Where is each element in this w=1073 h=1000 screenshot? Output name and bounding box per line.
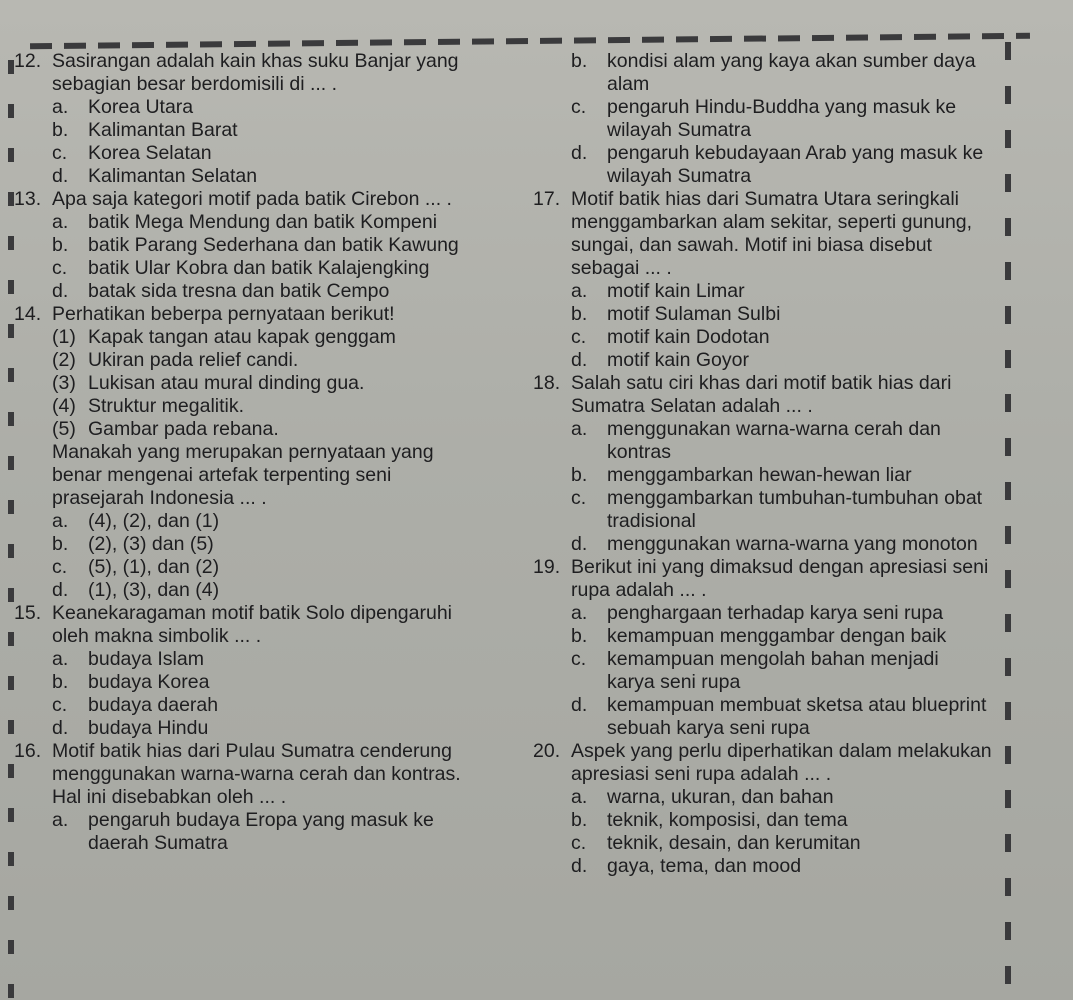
option-text: kemampuan menggambar dengan baik: [607, 625, 947, 647]
question-text: sebagai ... .: [571, 257, 672, 279]
question-number: 12.: [14, 50, 42, 72]
option-text: kontras: [607, 441, 671, 463]
question-number: [14, 625, 52, 648]
option-label: b.: [52, 533, 69, 555]
option-text: (5), (1), dan (2): [88, 556, 220, 578]
option-label: [571, 671, 607, 694]
statement-item: [14, 349, 534, 372]
answer-option: [14, 257, 534, 280]
option-text: menggunakan warna-warna cerah dan: [607, 418, 941, 440]
question-number: [533, 234, 571, 257]
option-label: a.: [52, 510, 69, 532]
dashed-border-top: [30, 33, 1030, 49]
question-stem-line: [14, 625, 534, 648]
option-label: b.: [571, 50, 588, 72]
question-stem-line: [533, 395, 1005, 418]
answer-option: [533, 671, 1005, 694]
question-block: [533, 556, 1005, 740]
option-label: c.: [571, 487, 587, 509]
option-label: a.: [52, 211, 69, 233]
question-number: [14, 763, 52, 786]
answer-option: [533, 464, 1005, 487]
option-text: motif kain Dodotan: [607, 326, 770, 348]
question-number: [533, 211, 571, 234]
option-label: b.: [52, 119, 69, 141]
answer-option: [533, 280, 1005, 303]
answer-option: [533, 73, 1005, 96]
option-text: Korea Selatan: [88, 142, 212, 164]
option-label: [571, 510, 607, 533]
option-text: alam: [607, 73, 650, 95]
option-label: d.: [52, 280, 69, 302]
option-label: [571, 73, 607, 96]
answer-option: [533, 326, 1005, 349]
option-text: motif Sulaman Sulbi: [607, 303, 781, 325]
question-block: [14, 50, 534, 188]
option-text: teknik, komposisi, dan tema: [607, 809, 848, 831]
question-stem-line: [533, 372, 1005, 395]
question-block: [533, 50, 1005, 188]
question-text: Sasirangan adalah kain khas suku Banjar yang: [52, 50, 459, 72]
question-stem-line: [14, 303, 534, 326]
option-label: a.: [571, 280, 588, 302]
option-label: c.: [52, 694, 68, 716]
question-number: 20.: [533, 740, 561, 762]
answer-option: [533, 349, 1005, 372]
option-text: gaya, tema, dan mood: [607, 855, 802, 877]
question-text: Apa saja kategori motif pada batik Cirebon ... .: [52, 188, 452, 210]
question-text: apresiasi seni rupa adalah ... .: [571, 763, 832, 785]
option-label: b.: [571, 464, 588, 486]
statement-text: Ukiran pada relief candi.: [88, 349, 299, 371]
option-text: (1), (3), dan (4): [88, 579, 220, 601]
option-label: c.: [52, 257, 68, 279]
statement-label: (1): [52, 326, 76, 348]
answer-option: [533, 50, 1005, 73]
answer-option: [14, 510, 534, 533]
dashed-border-right: [1005, 42, 1011, 992]
answer-option: [533, 487, 1005, 510]
answer-option: [14, 96, 534, 119]
option-label: b.: [571, 809, 588, 831]
option-label: a.: [52, 96, 69, 118]
option-text: motif kain Goyor: [607, 349, 749, 371]
option-label: c.: [571, 832, 587, 854]
question-text: Berikut ini yang dimaksud dengan apresiasi seni: [571, 556, 989, 578]
statement-text: Gambar pada rebana.: [88, 418, 279, 440]
question-stem-line: [533, 556, 1005, 579]
question-number: [533, 257, 571, 280]
answer-option: [14, 579, 534, 602]
question-text: Motif batik hias dari Pulau Sumatra cenderung: [52, 740, 452, 762]
option-label: a.: [52, 809, 69, 831]
option-label: a.: [52, 648, 69, 670]
question-number: 18.: [533, 372, 561, 394]
question-stem-line: [533, 763, 1005, 786]
option-label: b.: [571, 303, 588, 325]
answer-option: [14, 119, 534, 142]
question-stem-line: [14, 786, 534, 809]
question-block: [14, 188, 534, 303]
option-label: d.: [52, 717, 69, 739]
question-number: [533, 763, 571, 786]
question-stem-line: [533, 579, 1005, 602]
statement-label: (5): [52, 418, 76, 440]
question-block: [14, 740, 534, 855]
option-text: budaya Islam: [88, 648, 204, 670]
answer-option: [14, 234, 534, 257]
question-number: 14.: [14, 303, 42, 325]
question-text: Salah satu ciri khas dari motif batik hias dari: [571, 372, 952, 394]
option-label: a.: [571, 418, 588, 440]
option-text: karya seni rupa: [607, 671, 741, 693]
answer-option: [14, 533, 534, 556]
option-text: batik Ular Kobra dan batik Kalajengking: [88, 257, 430, 279]
option-text: sebuah karya seni rupa: [607, 717, 810, 739]
question-block: [14, 602, 534, 740]
question-text: menggambarkan alam sekitar, seperti gunung,: [571, 211, 973, 233]
answer-option: [533, 418, 1005, 441]
question-number: 13.: [14, 188, 42, 210]
option-text: kondisi alam yang kaya akan sumber daya: [607, 50, 976, 72]
question-number: 15.: [14, 602, 42, 624]
answer-option: [533, 809, 1005, 832]
question-number: [14, 73, 52, 96]
option-text: budaya daerah: [88, 694, 219, 716]
question-text: Perhatikan beberpa pernyataan berikut!: [52, 303, 395, 325]
option-label: d.: [571, 694, 588, 716]
answer-option: [14, 832, 534, 855]
option-text: menggambarkan tumbuhan-tumbuhan obat: [607, 487, 983, 509]
option-label: d.: [571, 855, 588, 877]
question-stem-line: [14, 602, 534, 625]
option-text: pengaruh kebudayaan Arab yang masuk ke: [607, 142, 984, 164]
statement-text: Struktur megalitik.: [88, 395, 245, 417]
answer-option: [533, 602, 1005, 625]
question-text: Hal ini disebabkan oleh ... .: [52, 786, 287, 808]
question-text: Motif batik hias dari Sumatra Utara seringkali: [571, 188, 959, 210]
option-text: kemampuan mengolah bahan menjadi: [607, 648, 939, 670]
option-label: [571, 717, 607, 740]
answer-option: [14, 280, 534, 303]
statement-label: (2): [52, 349, 76, 371]
option-text: (2), (3) dan (5): [88, 533, 214, 555]
option-label: a.: [571, 786, 588, 808]
answer-option: [533, 119, 1005, 142]
left-column: [14, 50, 534, 855]
option-label: [52, 832, 88, 855]
question-text: benar mengenai artefak terpenting seni: [52, 464, 392, 486]
option-text: wilayah Sumatra: [607, 165, 752, 187]
statement-text: Kapak tangan atau kapak genggam: [88, 326, 396, 348]
question-block: [14, 303, 534, 602]
statement-label: (4): [52, 395, 76, 417]
option-label: c.: [52, 556, 68, 578]
option-label: [571, 165, 607, 188]
answer-option: [14, 142, 534, 165]
statement-item: [14, 418, 534, 441]
question-stem-line: [533, 740, 1005, 763]
question-number: 17.: [533, 188, 561, 210]
question-stem-line: [14, 50, 534, 73]
question-number: 19.: [533, 556, 561, 578]
question-text: oleh makna simbolik ... .: [52, 625, 262, 647]
option-text: penghargaan terhadap karya seni rupa: [607, 602, 944, 624]
question-stem-line: [533, 234, 1005, 257]
option-text: Kalimantan Selatan: [88, 165, 258, 187]
option-label: c.: [571, 326, 587, 348]
option-text: kemampuan membuat sketsa atau blueprint: [607, 694, 987, 716]
question-block: [533, 372, 1005, 556]
question-text: menggunakan warna-warna cerah dan kontras.: [52, 763, 461, 785]
answer-option: [533, 303, 1005, 326]
question-text: prasejarah Indonesia ... .: [52, 487, 267, 509]
question-stem-line: [14, 73, 534, 96]
question-text: sebagian besar berdomisili di ... .: [52, 73, 338, 95]
answer-option: [533, 625, 1005, 648]
question-text: sungai, dan sawah. Motif ini biasa disebut: [571, 234, 932, 256]
question-number: 16.: [14, 740, 42, 762]
option-label: b.: [52, 234, 69, 256]
question-block: [533, 740, 1005, 878]
option-text: batik Parang Sederhana dan batik Kawung: [88, 234, 459, 256]
option-text: Korea Utara: [88, 96, 194, 118]
option-text: budaya Korea: [88, 671, 210, 693]
question-number: [14, 786, 52, 809]
option-label: d.: [52, 165, 69, 187]
answer-option: [14, 165, 534, 188]
question-block: [533, 188, 1005, 372]
option-label: b.: [52, 671, 69, 693]
question-number: [533, 579, 571, 602]
statement-label: (3): [52, 372, 76, 394]
option-text: pengaruh Hindu-Buddha yang masuk ke: [607, 96, 957, 118]
question-stem-line: [14, 740, 534, 763]
option-text: Kalimantan Barat: [88, 119, 238, 141]
answer-option: [533, 855, 1005, 878]
answer-option: [533, 832, 1005, 855]
answer-option: [14, 717, 534, 740]
question-stem-line: [14, 188, 534, 211]
answer-option: [14, 556, 534, 579]
answer-option: [14, 671, 534, 694]
question-stem-line: [533, 188, 1005, 211]
option-label: c.: [52, 142, 68, 164]
option-label: d.: [571, 142, 588, 164]
answer-option: [533, 165, 1005, 188]
question-text: rupa adalah ... .: [571, 579, 707, 601]
answer-option: [533, 533, 1005, 556]
question-stem-line: [14, 763, 534, 786]
answer-option: [14, 694, 534, 717]
answer-option: [14, 648, 534, 671]
statement-item: [14, 326, 534, 349]
option-label: d.: [52, 579, 69, 601]
option-text: teknik, desain, dan kerumitan: [607, 832, 861, 854]
option-text: daerah Sumatra: [88, 832, 228, 854]
option-label: d.: [571, 533, 588, 555]
option-text: tradisional: [607, 510, 696, 532]
option-label: [571, 441, 607, 464]
question-stem-line: [533, 257, 1005, 280]
question-text: Aspek yang perlu diperhatikan dalam melakukan: [571, 740, 992, 762]
option-text: budaya Hindu: [88, 717, 209, 739]
answer-option: [533, 441, 1005, 464]
option-text: menggambarkan hewan-hewan liar: [607, 464, 912, 486]
statement-item: [14, 372, 534, 395]
answer-option: [533, 510, 1005, 533]
option-label: d.: [571, 349, 588, 371]
question-text: Sumatra Selatan adalah ... .: [571, 395, 813, 417]
option-text: (4), (2), dan (1): [88, 510, 220, 532]
option-text: pengaruh budaya Eropa yang masuk ke: [88, 809, 434, 831]
question-number: [533, 395, 571, 418]
option-label: b.: [571, 625, 588, 647]
answer-option: [533, 648, 1005, 671]
statement-text: Lukisan atau mural dinding gua.: [88, 372, 365, 394]
option-text: wilayah Sumatra: [607, 119, 752, 141]
option-label: c.: [571, 648, 587, 670]
answer-option: [14, 809, 534, 832]
answer-option: [14, 211, 534, 234]
option-label: [571, 119, 607, 142]
option-text: motif kain Limar: [607, 280, 745, 302]
option-label: a.: [571, 602, 588, 624]
option-text: warna, ukuran, dan bahan: [607, 786, 834, 808]
answer-option: [533, 717, 1005, 740]
right-column: [533, 50, 1005, 878]
answer-option: [533, 142, 1005, 165]
option-text: menggunakan warna-warna yang monoton: [607, 533, 978, 555]
question-text: Manakah yang merupakan pernyataan yang: [52, 441, 434, 463]
option-text: batak sida tresna dan batik Cempo: [88, 280, 390, 302]
question-stem-line: [533, 211, 1005, 234]
answer-option: [533, 694, 1005, 717]
question-text: Keanekaragaman motif batik Solo dipengaruhi: [52, 602, 453, 624]
option-text: batik Mega Mendung dan batik Kompeni: [88, 211, 438, 233]
answer-option: [533, 96, 1005, 119]
statement-item: [14, 395, 534, 418]
answer-option: [533, 786, 1005, 809]
option-label: c.: [571, 96, 587, 118]
